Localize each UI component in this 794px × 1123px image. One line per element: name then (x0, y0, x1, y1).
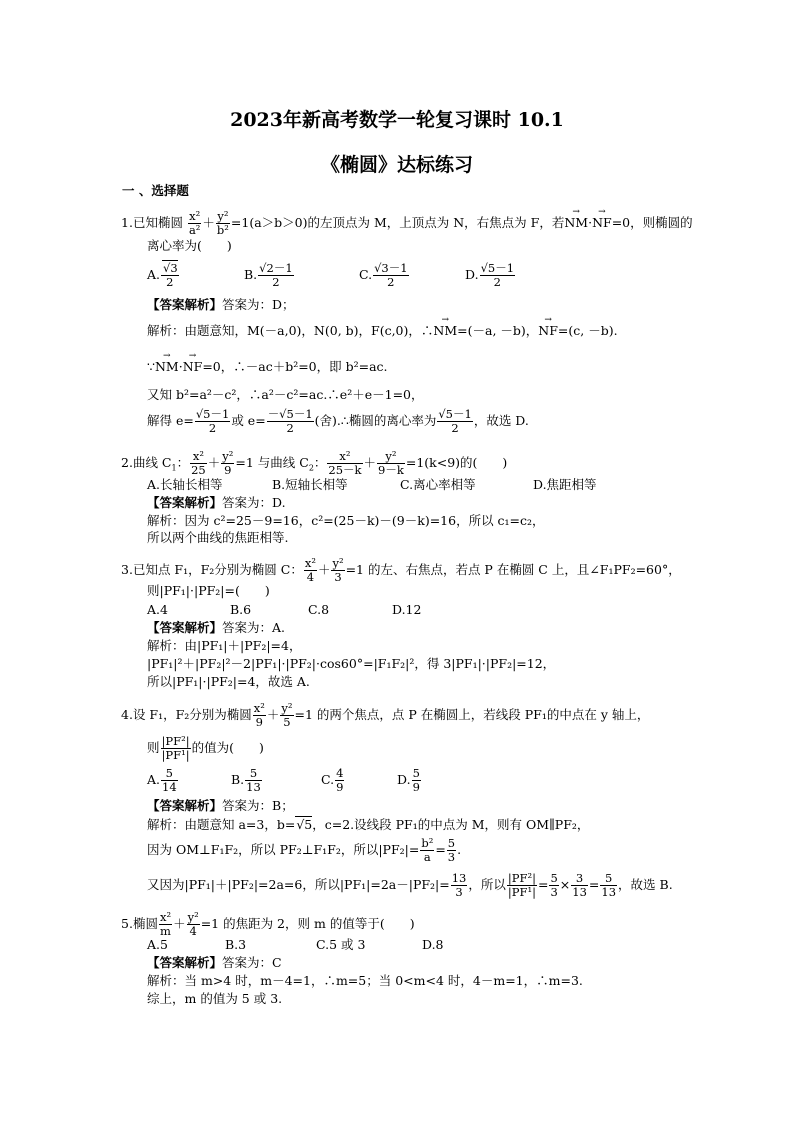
vector-nf: → NF (183, 359, 203, 375)
q2-explanation-2: 所以两个曲线的焦距相等. (147, 530, 289, 545)
q3-answer: 【答案解析】答案为：A. (147, 620, 286, 635)
q5-answer: 【答案解析】答案为：C (147, 955, 282, 970)
q2-answer: 【答案解析】答案为：D. (147, 495, 286, 510)
q2-option-c: C.离心率相等 (400, 477, 476, 492)
q5-explanation-1: 解析：当 m>4 时，m－4=1，∴m=5；当 0<m<4 时，4－m=1，∴m=3. (147, 973, 583, 988)
q5-explanation-2: 综上，m 的值为 5 或 3. (147, 991, 283, 1006)
q4-stem: 4.设 F₁，F₂分别为椭圆 $\frac{\text{x²}}{9}$ ＋ $\frac{\text{y²}}{5}$ =1 的两个焦点，点 P 在椭圆上，若线段 PF₁的中点在 y 轴上， (121, 701, 650, 729)
vector-nm: → NM (155, 359, 179, 375)
section-heading: 一 、选择题 (122, 183, 189, 198)
q1-option-a: A. (147, 267, 161, 282)
q1-options: A. $\frac{√3}{2}$ B. $\frac{√2-1}{2}$ C. $\frac{√3-1}{2}$ D. $\frac{√5-1}{2}$ (147, 261, 515, 289)
q4-options: A. $\frac{5}{14}$ B. $\frac{5}{13}$ C. $\frac{4}{9}$ D. $\frac{5}{9}$ (147, 766, 420, 794)
q1-stem: 1.已知椭圆 $\frac{\text{x²}}{\text{a²}}$ ＋ $\frac{\text{y²}}{\text{b²}}$ =1(a＞b＞0)的左顶点为 M，上顶点为 N，右焦点为 F，若→ NM·→ NF=0，则椭圆的 (121, 210, 693, 237)
q1-option-b: B. (244, 267, 258, 282)
q1-answer: 【答案解析】答案为：D； (147, 297, 295, 312)
q3-stem: 3.已知点 F₁，F₂分别为椭圆 C： $\frac{\text{x²}}{4}$ ＋ $\frac{\text{y²}}{3}$ =1 的左、右焦点，若点 P 在椭圆 C 上，且∠F₁PF₂=60°， (121, 556, 681, 584)
fraction: $\frac{\text{x²}}{\text{a²}}$ (188, 209, 201, 237)
q4-number: 4. (121, 707, 133, 722)
q4-option-c: C. (321, 772, 335, 787)
q1-explanation-3: 又知 b²=a²－c²，∴a²－c²=ac.∴e²＋e－1=0， (147, 387, 424, 402)
vector-nf: → NF (538, 323, 558, 339)
q3-number: 3. (121, 562, 133, 577)
q2-option-b: B.短轴长相等 (272, 477, 348, 492)
q5-option-d: D.8 (422, 937, 444, 952)
q5-option-c: C.5 或 3 (316, 937, 366, 952)
q3-explanation-3: 所以|PF₁|·|PF₂|=4，故选 A. (147, 674, 310, 689)
q1-option-d: D. (465, 267, 479, 282)
q1-stem-line2: 离心率为( ) (147, 238, 232, 253)
q1-explanation-4: 解得 e= $\frac{√5-1}{2}$ 或 e= $\frac{-√5-1}{2}$ (舍).∴椭圆的离心率为 $\frac{√5-1}{2}$ ，故选 D. (147, 407, 529, 435)
answer-label: 【答案解析】 (147, 955, 223, 970)
q3-options (147, 602, 421, 618)
vector-nm: → NM (433, 323, 457, 339)
q4-answer: 【答案解析】答案为：B； (147, 798, 294, 813)
document-subtitle: 《椭圆》达标练习 (320, 154, 473, 176)
answer-label: 【答案解析】 (147, 620, 223, 635)
q5-options (147, 937, 444, 953)
q4-explanation-3: 又因为|PF₁|＋|PF₂|=2a=6，所以|PF₁|=2a－|PF₂|= $\frac{13}{3}$ ，所以 $\frac{\text{|PF²|}}{\text{|PF¹|}}$ = $\frac{5}{3}$ × $\frac{3}{13}$ = $\frac{5}{13}$ ，故选 B. (147, 871, 673, 899)
q4-explanation-2: 因为 OM⊥F₁F₂，所以 PF₂⊥F₁F₂，所以|PF₂|= $\frac{\text{b²}}{a}$ = $\frac{5}{3}$ . (147, 836, 462, 864)
q2-stem: 2.曲线 $C_1$： $\frac{\text{x²}}{25}$ ＋ $\frac{\text{y²}}{9}$ =1 与曲线 $C_2$： $\frac{\text{x²}}{25-k}$ ＋ $\frac{\text{y²}}{9-k}$ =1(k<9)的( ) (121, 449, 508, 477)
q1-number: 1. (121, 215, 133, 230)
q3-option-b: B.6 (230, 602, 252, 617)
q5-option-a: A.5 (147, 937, 168, 952)
q4-stem-line2: 则 $\frac{\text{|PF²|}}{\text{|PF¹|}}$ 的值为( ) (147, 734, 264, 762)
q5-option-b: B.3 (225, 937, 247, 952)
q5-number: 5. (121, 916, 133, 931)
q4-explanation-1: 解析：由题意知 a=3，b=√5，c=2.设线段 PF₁的中点为 M，则有 OM∥PF₂， (147, 817, 590, 832)
document-title: 2023年新高考数学一轮复习课时 10.1 (230, 109, 564, 131)
answer-label: 【答案解析】 (147, 495, 223, 510)
vector-nf: → NF (592, 215, 612, 231)
q3-explanation-2: |PF₁|²＋|PF₂|²－2|PF₁|·|PF₂|·cos60°=|F₁F₂|²，得 3|PF₁|·|PF₂|=12， (147, 656, 556, 671)
q2-option-d: D.焦距相等 (533, 477, 597, 492)
vector-nm: → NM (564, 215, 588, 231)
q2-options (147, 477, 597, 493)
q3-option-d: D.12 (392, 602, 422, 617)
answer-label: 【答案解析】 (147, 297, 223, 312)
q2-number: 2. (121, 455, 133, 470)
q1-explanation-1: 解析：由题意知，M(－a,0)，N(0, b)，F(c,0)，∴→ NM=(－a, －b)，→ NF=(c, －b). (147, 323, 618, 339)
q3-stem-line2: 则|PF₁|·|PF₂|=( ) (147, 583, 270, 598)
q1-explanation-2: ∵→ NM·→ NF=0，∴－ac＋b²=0，即 b²=ac. (147, 359, 388, 375)
q2-explanation-1: 解析：因为 c²=25－9=16，c²=(25－k)－(9－k)=16，所以 c₁=c₂， (147, 513, 545, 528)
q1-option-c: C. (359, 267, 373, 282)
q3-option-a: A.4 (147, 602, 168, 617)
q5-stem: 5.椭圆 $\frac{\text{x²}}{m}$ ＋ $\frac{\text{y²}}{4}$ =1 的焦距为 2，则 m 的值等于( ) (121, 910, 415, 938)
fraction: $\frac{\text{y²}}{\text{b²}}$ (216, 209, 229, 237)
q2-option-a: A.长轴长相等 (147, 477, 223, 492)
q4-option-b: B. (231, 772, 245, 787)
q4-option-d: D. (397, 772, 411, 787)
q3-explanation-1: 解析：由|PF₁|＋|PF₂|=4， (147, 638, 302, 653)
q4-option-a: A. (147, 772, 161, 787)
answer-label: 【答案解析】 (147, 798, 223, 813)
q3-option-c: C.8 (308, 602, 330, 617)
